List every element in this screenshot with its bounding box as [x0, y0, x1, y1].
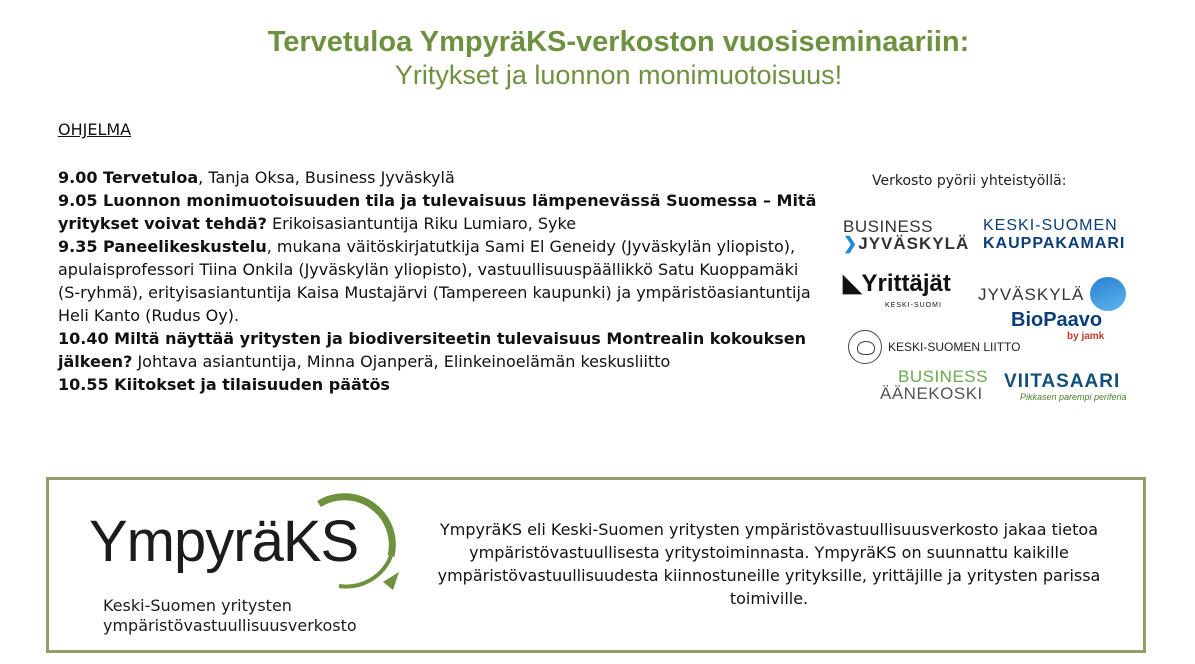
viitasaari-word: VIITASAARI	[1004, 371, 1121, 392]
program-item	[58, 373, 818, 396]
jyvaskyla-wave-icon	[1090, 277, 1126, 311]
program-item	[58, 327, 818, 373]
sponsors-heading: Verkosto pyörii yhteistyöllä:	[872, 173, 1067, 189]
jyvaskyla-city-logo	[978, 277, 1126, 311]
program-heading: OHJELMA	[58, 120, 132, 139]
yrittajat-word: Yrittäjät	[861, 270, 951, 297]
business-jyvaskyla-line2-wrap	[843, 235, 969, 252]
business-jyvaskyla-line1: BUSINESS	[843, 217, 933, 236]
program-item-title: 10.55 Kiitokset ja tilaisuuden päätös	[58, 375, 390, 394]
program-item-detail: , mukana väitöskirjatutkija Sami El Geneidy (Jyväskylän yliopisto), apulaisprofessori Tiina Onkila (Jyväskylän yliopisto), vastuullisuuspäällikkö Satu Kuoppamäki (S-ryhmä), erityisasiantuntija Kaisa Mustajärvi (Tampereen kaupunki) ja ympäristöasiantuntija Heli Kanto (Rudus Oy).	[58, 237, 811, 325]
program-item-detail: Erikoisasiantuntija Riku Lumiaro, Syke	[266, 214, 577, 233]
keski-suomen-liitto-logo	[848, 330, 1020, 364]
yrittajat-region: KESKI-SUOMI	[885, 302, 942, 309]
program-item-title: 10.40 Miltä näyttää yritysten ja biodiversiteetin tulevaisuus Montrealin kokouksen jälkeen?	[58, 329, 806, 371]
ympyraks-subtitle-line1: Keski-Suomen yritysten	[103, 596, 292, 615]
kauppakamari-line2: KAUPPAKAMARI	[983, 235, 1126, 252]
ympyraks-logo	[89, 490, 409, 640]
page-title	[0, 26, 1195, 91]
ympyraks-subtitle-line2: ympäristövastuullisuusverkosto	[103, 616, 357, 635]
biopaavo-word: BioPaavo	[1011, 309, 1103, 331]
program-item-title: 9.35 Paneelikeskustelu	[58, 237, 267, 256]
business-aanekoski-logo	[880, 368, 988, 402]
title-line-1: Tervetuloa YmpyräKS-verkoston vuosiseminaariin:	[267, 26, 970, 58]
viitasaari-logo	[1004, 372, 1127, 402]
biopaavo-logo	[1011, 310, 1104, 342]
ympyraks-word: YmpyräKS	[89, 509, 359, 574]
business-jyvaskyla-line2: JYVÄSKYLÄ	[858, 234, 970, 253]
business-aanekoski-line1: BUSINESS	[898, 367, 988, 386]
kauppakamari-logo	[983, 218, 1125, 252]
program-item	[58, 189, 818, 235]
yrittajat-word-wrap	[843, 272, 951, 296]
kauppakamari-line1: KESKI-SUOMEN	[983, 217, 1118, 234]
liitto-word: KESKI-SUOMEN LIITTO	[888, 340, 1021, 354]
business-jyvaskyla-logo	[843, 218, 969, 252]
network-description: YmpyräKS eli Keski-Suomen yritysten ympäristövastuullisuusverkosto jakaa tietoa ympäristövastuullisesta yritystoiminnasta. YmpyräKS on suunnattu kaikille ympäristövastuullisuudesta kiinnostuneille yrityksille, yrittäjille ja yritysten parissa toimiville.	[437, 520, 1101, 608]
liitto-emblem-icon	[848, 330, 882, 364]
business-aanekoski-line2: ÄÄNEKOSKI	[880, 384, 983, 403]
program-item	[58, 235, 818, 327]
yrittajat-mark-icon: ◣	[843, 270, 862, 297]
program-item-detail: , Tanja Oksa, Business Jyväskylä	[198, 168, 455, 187]
biopaavo-byline: by jamk	[1067, 331, 1105, 342]
program-item	[58, 166, 818, 189]
ympyraks-subtitle	[103, 596, 357, 636]
yrittajat-logo	[843, 272, 951, 309]
chevron-right-icon: ❯	[843, 234, 859, 253]
title-line-2: Yritykset ja luonnon monimuotoisuus!	[394, 60, 843, 90]
program-list	[58, 166, 818, 396]
viitasaari-slogan: Pikkasen parempi periferia	[1020, 392, 1127, 402]
program-item-title: 9.05 Luonnon monimuotoisuuden tila ja tulevaisuus lämpenevässä Suomessa – Mitä yritykset voivat tehdä?	[58, 191, 817, 233]
program-item-title: 9.00 Tervetuloa	[58, 168, 199, 187]
program-item-detail: Johtava asiantuntija, Minna Ojanperä, Elinkeinoelämän keskusliitto	[132, 352, 671, 371]
network-info-box	[46, 477, 1146, 653]
jyvaskyla-word: JYVÄSKYLÄ	[978, 284, 1085, 304]
